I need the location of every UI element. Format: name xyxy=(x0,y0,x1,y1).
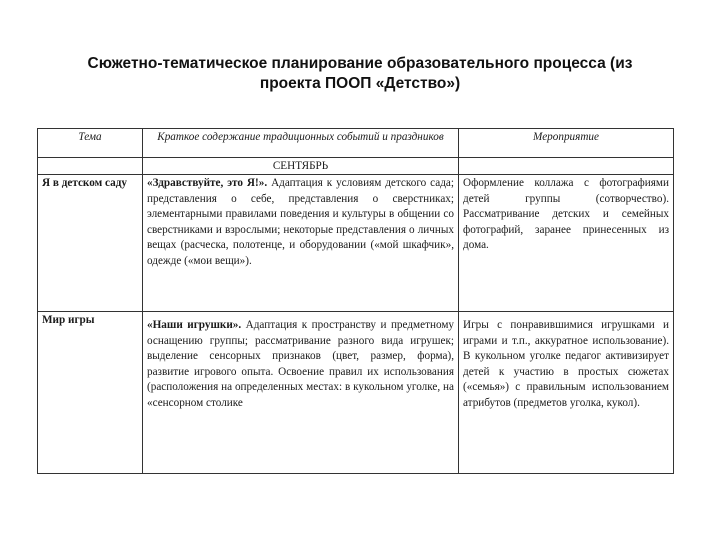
topic-cell: Я в детском саду xyxy=(38,175,143,312)
table-row xyxy=(38,312,674,474)
header-topic: Тема xyxy=(38,129,143,158)
month-empty-cell-right xyxy=(459,158,674,175)
content-text: Адаптация к пространству и предметному оснащению группы; рассматривание разного вида игрушек; выделение сенсорных признаков (цвет, размер, форма), развитие игрового опыта. Освоение правил их использования (расположения на определенных местах: в кукольном уголке, на «сенсорном столике xyxy=(147,319,455,409)
content-cell xyxy=(143,312,459,474)
topic-cell: Мир игры xyxy=(38,312,143,474)
header-content: Краткое содержание традиционных событий и праздников xyxy=(143,129,459,158)
slide-title xyxy=(40,54,680,94)
table-row xyxy=(38,175,674,312)
content-title: «Здравствуйте, это Я!». xyxy=(147,177,268,189)
month-row xyxy=(38,158,674,175)
month-label: СЕНТЯБРЬ xyxy=(143,158,459,175)
event-cell: Оформление коллажа с фотографиями детей группы (сотворчество). Рассматривание детских и семейных фотографий, заранее принесенных из дома. xyxy=(459,175,674,312)
content-cell xyxy=(143,175,459,312)
header-row xyxy=(38,129,674,158)
header-event: Мероприятие xyxy=(459,129,674,158)
month-empty-cell xyxy=(38,158,143,175)
event-cell: Игры с понравившимися игрушками и играми и т.п., аккуратное использование). В кукольном уголке педагог активизирует детей к участию в простых сюжетах («семья») с правильным использованием атрибутов (предметов уголка, кукол). xyxy=(459,312,674,474)
planning-table xyxy=(37,128,674,474)
title-line-1: Сюжетно-тематическое планирование образовательного процесса (из xyxy=(87,55,633,72)
content-text: Адаптация к условиям детского сада; представления о себе, представления о сверстниках; элементарными правилами поведения и культуры в общении со сверстниками и взрослыми; некоторые представления о личных вещах (расческа, полотенце, и оборудовании («мой шкафчик», одежде («мои вещи»). xyxy=(147,177,455,267)
content-title: «Наши игрушки». xyxy=(147,319,242,331)
title-line-2: проекта ПООП «Детство») xyxy=(259,75,461,92)
